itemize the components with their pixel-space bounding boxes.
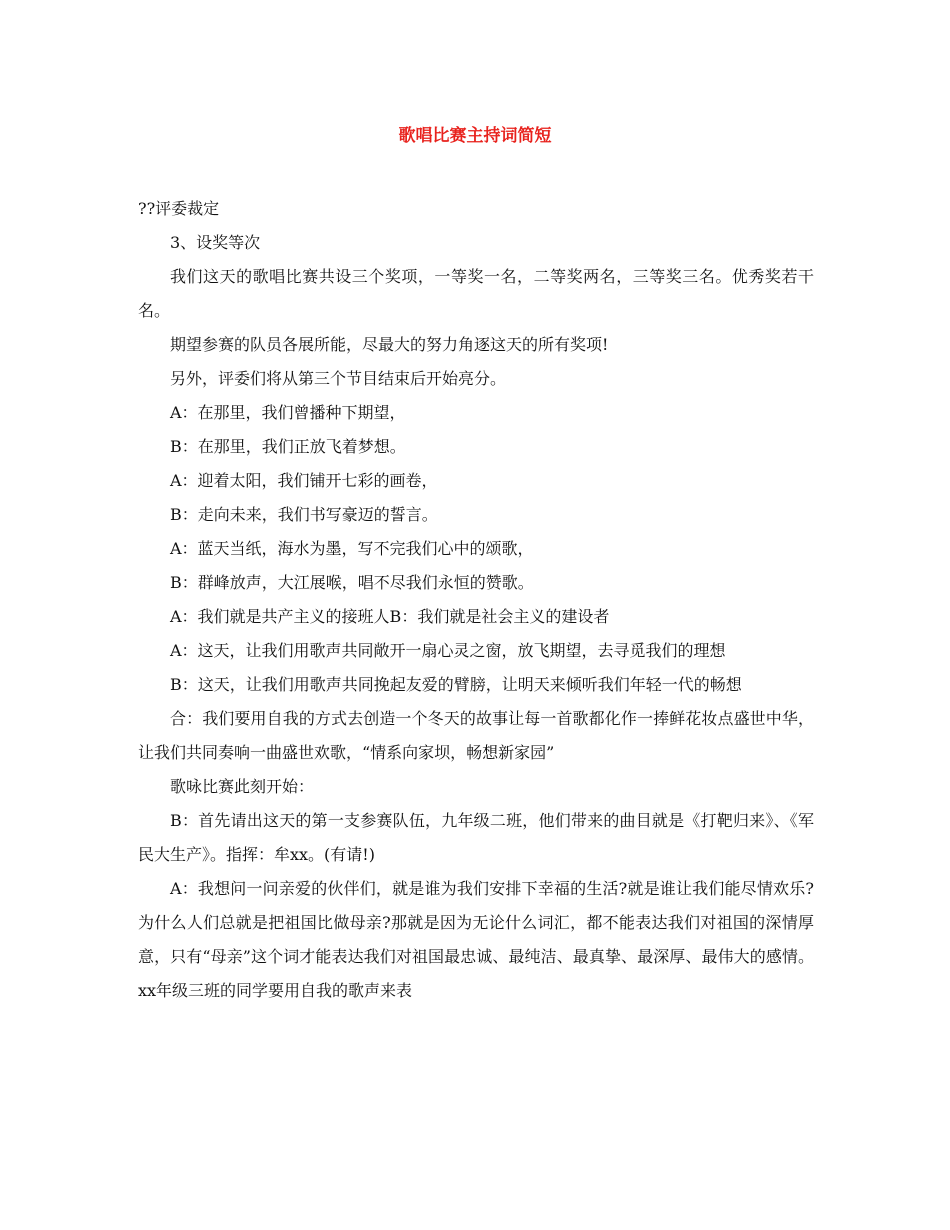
- paragraph: ??评委裁定: [138, 199, 220, 218]
- paragraph: B：首先请出这天的第一支参赛队伍，九年级二班，他们带来的曲目就是《打靶归来》、《军民大生产》。指挥：牟xx。(有请!): [138, 811, 814, 864]
- document-body: [138, 192, 814, 1008]
- paragraph: A：在那里，我们曾播种下期望，: [170, 403, 406, 422]
- paragraph: B：群峰放声，大江展喉，唱不尽我们永恒的赞歌。: [170, 573, 534, 592]
- paragraph: 期望参赛的队员各展所能，尽最大的努力角逐这天的所有奖项!: [170, 335, 609, 354]
- paragraph: A：迎着太阳，我们铺开七彩的画卷，: [170, 471, 438, 490]
- paragraph: B：这天，让我们用歌声共同挽起友爱的臂膀，让明天来倾听我们年轻一代的畅想: [170, 675, 742, 694]
- paragraph: 合：我们要用自我的方式去创造一个冬天的故事让每一首歌都化作一捧鲜花妆点盛世中华，让我们共同奏响一曲盛世欢歌，“情系向家坝，畅想新家园”: [138, 709, 814, 762]
- paragraph: 歌咏比赛此刻开始：: [170, 777, 315, 796]
- paragraph: 我们这天的歌唱比赛共设三个奖项，一等奖一名，二等奖两名，三等奖三名。优秀奖若干名。: [138, 267, 814, 320]
- paragraph: A：蓝天当纸，海水为墨，写不完我们心中的颂歌，: [170, 539, 534, 558]
- paragraph: A：这天，让我们用歌声共同敞开一扇心灵之窗，放飞期望，去寻觅我们的理想: [170, 641, 726, 660]
- paragraph: A：我们就是共产主义的接班人B：我们就是社会主义的建设者: [170, 607, 610, 626]
- paragraph: B：走向未来，我们书写豪迈的誓言。: [170, 505, 438, 524]
- paragraph: 另外，评委们将从第三个节目结束后开始亮分。: [170, 369, 507, 388]
- paragraph: A：我想问一问亲爱的伙伴们，就是谁为我们安排下幸福的生活?就是谁让我们能尽情欢乐?为什么人们总就是把祖国比做母亲?那就是因为无论什么词汇，都不能表达我们对祖国的深情厚意，只有“母亲”这个词才能表达我们对祖国最忠诚、最纯洁、最真挚、最深厚、最伟大的感情。xx年级三班的同学要用自我的歌声来表: [138, 879, 814, 1000]
- document-title: 歌唱比赛主持词简短: [398, 126, 552, 146]
- paragraph: B：在那里，我们正放飞着梦想。: [170, 437, 406, 456]
- paragraph: 3、设奖等次: [170, 233, 261, 252]
